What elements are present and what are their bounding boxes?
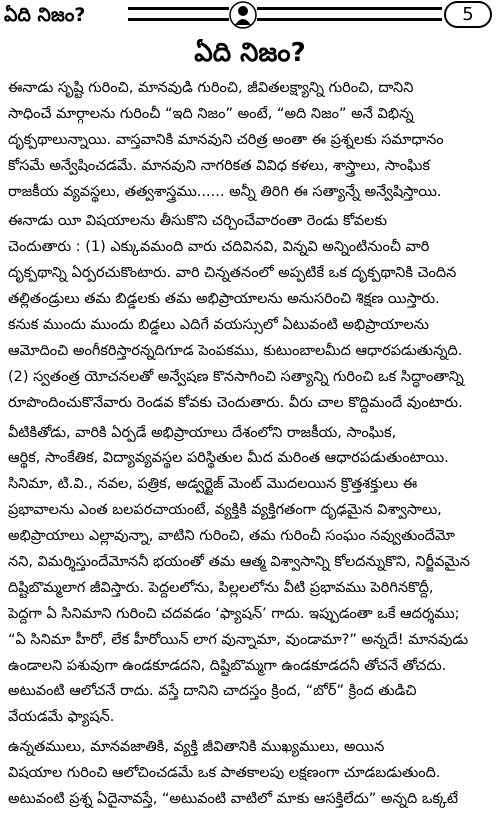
paragraph xyxy=(8,421,494,732)
text-line: ఆమోదించి అంగీకరిస్తారన్నదిగూడ పెంపకము, కుటుంబాలమీద ఆధారపడుతున్నది. xyxy=(8,342,463,359)
text-line: వేయడమే ఫ్యాషన్. xyxy=(8,709,115,726)
page-number: 5 xyxy=(444,1,492,28)
text-line: అటువంటి ఆలోచనే రాదు. వస్తే దానిని చాదస్తం క్రింద, “బోర్” క్రింద తుడిచి xyxy=(8,683,417,700)
text-line: కనుక ముందు ముందు బిడ్డలు ఎదిగే వయస్సులో ఏటువంటి అభిప్రాయాలను xyxy=(8,317,429,334)
text-line: ఈనాడు సృష్టి గురించి, మానవుడి గురించి, జీవితలక్ష్యాన్ని గురించి, దానిని xyxy=(8,80,414,96)
text-line: రూపొందించుకొనేవారు రెండవ కోవకు చెందుతారు. వీరు చాల కొద్దిమందే వుంటారు. xyxy=(8,394,463,411)
chapter-heading: ఏది నిజం? xyxy=(194,38,306,68)
text-line: ఉన్నతములు, మానవజాతికి, వ్యక్తి జీవితానికి ముఖ్యములు, అయిన xyxy=(8,739,385,756)
text-line: పెద్దగా ఏ సినిమాని గురించి చదవడం ‘ఫ్యాషన్’ గాదు. ఇప్పుడంతా ఒకే ఆదర్శము; xyxy=(8,605,460,622)
text-line: సాధించే మార్గాలను గురించీ “ఇది నిజం” అంటే, “అది నిజం” అనే విభిన్న xyxy=(8,105,414,122)
text-line: చెందుతారు : (1) ఎక్కువమంది వారు చదివినవి, విన్నవి అన్నింటినుంచీ వారి xyxy=(8,239,430,256)
publisher-emblem-icon xyxy=(229,1,257,29)
text-line: ప్రభావాలను ఎంత బలపరచాయంటే, వ్యక్తికి వ్యక్తిగతంగా దృఢమైన విశ్వాసాలు, xyxy=(8,502,442,519)
text-line: విషయాల గురించి ఆలోచించడమే ఒక పాతకాలపు లక్షణంగా చూడబడుతుంది. xyxy=(8,765,441,782)
text-line: తల్లితండ్రులు తమ బిడ్డలకు తమ అభిప్రాయాలను అనుసరించి శిక్షణ యిస్తారు. xyxy=(8,291,440,308)
text-line: సినిమా, టి.వి., నవల, పత్రిక, అడ్వర్టైజ్ మెంట్ మొదలయిన క్రొత్తశక్తులు ఈ xyxy=(8,476,418,493)
paragraph xyxy=(8,209,494,416)
text-line: ఆర్థిక, సాంకేతిక, విద్యావ్యవస్థల పరిస్థితుల మీద మరింత ఆధారపడుతుంటాయి. xyxy=(8,450,449,467)
text-line: రాజకీయ వ్యవస్థలు, తత్వశాస్త్రము...... అన్నీ తిరిగి ఈ సత్యాన్నే అన్వేషిస్తాయి. xyxy=(8,183,442,200)
page-header xyxy=(0,0,500,32)
text-line: ఉండాలని పశువుగా ఉండకూడదని, దిష్టిబొమ్మగా ఉండకూడదనీ తోచనే తోచదు. xyxy=(8,657,447,674)
paragraph xyxy=(8,735,494,813)
header-rule xyxy=(128,7,442,21)
text-line: వీటికితోడు, వారికి ఏర్పడే అభిప్రాయాలు దేశంలోని రాజకీయ, సాంఘిక, xyxy=(8,424,397,441)
text-line: ఈనాడు యీ విషయాలను తీసుకొని చర్చించేవారంతా రెండు కోవలకు xyxy=(8,213,388,230)
text-line: (2) స్వతంత్ర యోచనలతో అన్వేషణ కొనసాగించి సత్యాన్ని గురించి ఒక సిద్ధాంతాన్ని xyxy=(8,368,464,385)
text-line: “ఏ సినిమా హీరో, లేక హీరోయిన్ లాగ వున్నామా, వుండామా?” అన్నదే! మానవుడు xyxy=(8,631,469,648)
text-line: అటువంటి ప్రశ్న ఏదైనావస్తే, “అటువంటి వాటిలో మాకు ఆసక్తిలేదు” అన్నది ఒక్కటే xyxy=(8,791,459,808)
text-line: దృక్పథాలున్నాయి. వాస్తవానికి మానవుని చరిత్ర అంతా ఈ ప్రశ్నలకు సమాధానం xyxy=(8,131,444,148)
text-line: నని, విమర్శిస్తుందేమోననీ భయంతో తమ ఆత్మ విశ్వాసాన్ని కోలదన్నుకొని, నిర్జీవమైన xyxy=(8,554,470,571)
paragraph xyxy=(8,76,494,205)
text-line: కోసమే అన్వేషించడమే. మానవుని నాగరికత వివిధ కళలు, శాస్త్రాలు, సాంఘిక xyxy=(8,157,430,174)
text-line: దిష్టిబొమ్మలాగ జీవిస్తారు. పెద్దలలోను, పిల్లలలోను వీటి ప్రభావము పెరిగినకొద్దీ, xyxy=(8,579,434,596)
text-line: దృక్పథాన్ని ఏర్పరచుకొంటారు. వారి చిన్నతనంలో అప్పటికే ఒక దృక్పథానికి చెందిన xyxy=(8,265,457,282)
text-line: అభిప్రాయాలు ఎల్లావున్నా, వాటిని గురించి, తమ గురించీ సంఘం నవ్వుతుందేమో xyxy=(8,528,455,545)
body-text xyxy=(8,76,494,813)
running-title: ఏది నిజం? xyxy=(4,4,86,26)
